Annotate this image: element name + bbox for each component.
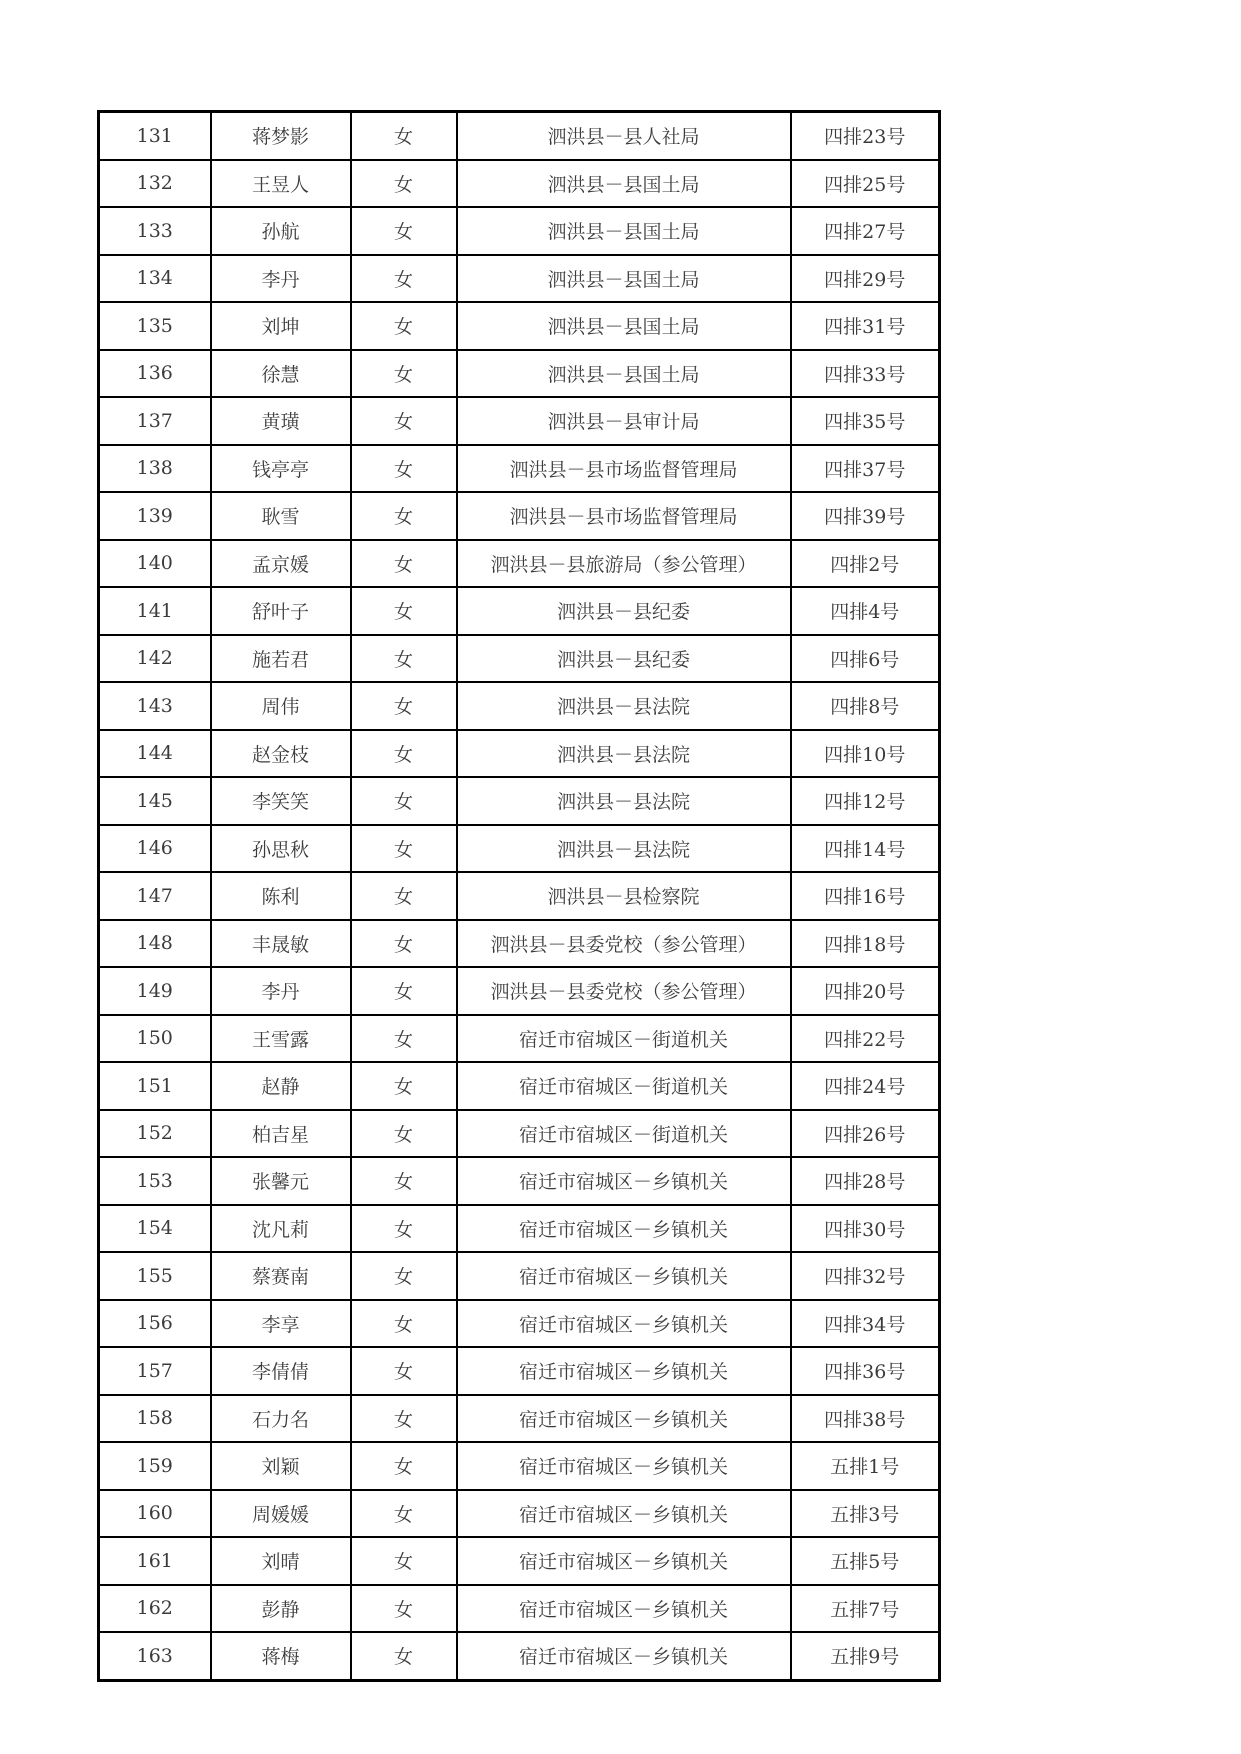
cell-seat: 四排8号 xyxy=(791,682,940,730)
cell-gender: 女 xyxy=(351,587,457,635)
cell-number: 151 xyxy=(99,1062,211,1110)
cell-name: 彭静 xyxy=(211,1585,351,1633)
cell-number: 162 xyxy=(99,1585,211,1633)
table-row xyxy=(99,635,940,683)
cell-seat: 四排34号 xyxy=(791,1300,940,1348)
cell-name: 赵金枝 xyxy=(211,730,351,778)
cell-organization: 泗洪县－县旅游局（参公管理） xyxy=(457,540,791,588)
table-row xyxy=(99,1442,940,1490)
cell-name: 徐慧 xyxy=(211,350,351,398)
cell-name: 耿雪 xyxy=(211,492,351,540)
cell-seat: 四排4号 xyxy=(791,587,940,635)
cell-number: 156 xyxy=(99,1300,211,1348)
cell-organization: 泗洪县－县市场监督管理局 xyxy=(457,445,791,493)
cell-name: 周伟 xyxy=(211,682,351,730)
cell-name: 蒋梅 xyxy=(211,1632,351,1680)
table-row xyxy=(99,730,940,778)
cell-gender: 女 xyxy=(351,1015,457,1063)
cell-gender: 女 xyxy=(351,1632,457,1680)
cell-name: 孙思秋 xyxy=(211,825,351,873)
cell-number: 137 xyxy=(99,397,211,445)
cell-number: 159 xyxy=(99,1442,211,1490)
cell-gender: 女 xyxy=(351,1395,457,1443)
seating-roster-table-body xyxy=(99,112,940,1681)
cell-seat: 四排22号 xyxy=(791,1015,940,1063)
table-row xyxy=(99,1157,940,1205)
cell-seat: 五排1号 xyxy=(791,1442,940,1490)
cell-gender: 女 xyxy=(351,492,457,540)
cell-seat: 四排36号 xyxy=(791,1347,940,1395)
cell-number: 131 xyxy=(99,112,211,160)
cell-name: 孙航 xyxy=(211,207,351,255)
table-row xyxy=(99,1395,940,1443)
cell-gender: 女 xyxy=(351,445,457,493)
table-row xyxy=(99,207,940,255)
cell-number: 136 xyxy=(99,350,211,398)
cell-organization: 宿迁市宿城区－乡镇机关 xyxy=(457,1442,791,1490)
table-row xyxy=(99,682,940,730)
cell-seat: 四排26号 xyxy=(791,1110,940,1158)
cell-gender: 女 xyxy=(351,967,457,1015)
table-row xyxy=(99,1537,940,1585)
cell-name: 刘坤 xyxy=(211,302,351,350)
cell-name: 刘晴 xyxy=(211,1537,351,1585)
cell-seat: 四排10号 xyxy=(791,730,940,778)
cell-organization: 泗洪县－县市场监督管理局 xyxy=(457,492,791,540)
cell-name: 赵静 xyxy=(211,1062,351,1110)
cell-seat: 四排24号 xyxy=(791,1062,940,1110)
table-row xyxy=(99,160,940,208)
cell-name: 钱亭亭 xyxy=(211,445,351,493)
cell-number: 144 xyxy=(99,730,211,778)
cell-seat: 四排29号 xyxy=(791,255,940,303)
cell-gender: 女 xyxy=(351,1062,457,1110)
cell-organization: 泗洪县－县国土局 xyxy=(457,350,791,398)
table-row xyxy=(99,1585,940,1633)
cell-number: 135 xyxy=(99,302,211,350)
cell-name: 舒叶子 xyxy=(211,587,351,635)
cell-name: 周媛媛 xyxy=(211,1490,351,1538)
cell-organization: 宿迁市宿城区－乡镇机关 xyxy=(457,1395,791,1443)
cell-organization: 宿迁市宿城区－乡镇机关 xyxy=(457,1490,791,1538)
table-row xyxy=(99,1062,940,1110)
cell-gender: 女 xyxy=(351,1157,457,1205)
cell-seat: 四排16号 xyxy=(791,872,940,920)
cell-number: 146 xyxy=(99,825,211,873)
cell-organization: 泗洪县－县人社局 xyxy=(457,112,791,160)
cell-gender: 女 xyxy=(351,255,457,303)
cell-organization: 泗洪县－县检察院 xyxy=(457,872,791,920)
cell-organization: 泗洪县－县国土局 xyxy=(457,160,791,208)
cell-seat: 四排12号 xyxy=(791,777,940,825)
cell-number: 163 xyxy=(99,1632,211,1680)
cell-gender: 女 xyxy=(351,1252,457,1300)
cell-name: 蒋梦影 xyxy=(211,112,351,160)
table-row xyxy=(99,445,940,493)
cell-number: 161 xyxy=(99,1537,211,1585)
cell-gender: 女 xyxy=(351,920,457,968)
cell-number: 138 xyxy=(99,445,211,493)
cell-gender: 女 xyxy=(351,825,457,873)
cell-number: 154 xyxy=(99,1205,211,1253)
cell-organization: 宿迁市宿城区－街道机关 xyxy=(457,1110,791,1158)
cell-gender: 女 xyxy=(351,112,457,160)
cell-number: 157 xyxy=(99,1347,211,1395)
cell-organization: 宿迁市宿城区－乡镇机关 xyxy=(457,1252,791,1300)
table-row xyxy=(99,920,940,968)
cell-name: 施若君 xyxy=(211,635,351,683)
cell-seat: 四排20号 xyxy=(791,967,940,1015)
cell-name: 李丹 xyxy=(211,255,351,303)
table-row xyxy=(99,777,940,825)
cell-name: 王昱人 xyxy=(211,160,351,208)
table-row xyxy=(99,302,940,350)
cell-seat: 四排2号 xyxy=(791,540,940,588)
cell-seat: 四排18号 xyxy=(791,920,940,968)
cell-seat: 五排7号 xyxy=(791,1585,940,1633)
cell-organization: 泗洪县－县纪委 xyxy=(457,587,791,635)
cell-seat: 四排31号 xyxy=(791,302,940,350)
cell-seat: 五排5号 xyxy=(791,1537,940,1585)
cell-gender: 女 xyxy=(351,1300,457,1348)
cell-organization: 泗洪县－县法院 xyxy=(457,825,791,873)
cell-seat: 四排38号 xyxy=(791,1395,940,1443)
cell-gender: 女 xyxy=(351,1537,457,1585)
cell-seat: 四排25号 xyxy=(791,160,940,208)
cell-organization: 泗洪县－县国土局 xyxy=(457,207,791,255)
cell-number: 132 xyxy=(99,160,211,208)
cell-organization: 宿迁市宿城区－乡镇机关 xyxy=(457,1585,791,1633)
cell-name: 石力名 xyxy=(211,1395,351,1443)
cell-organization: 宿迁市宿城区－乡镇机关 xyxy=(457,1537,791,1585)
table-row xyxy=(99,1632,940,1680)
cell-seat: 五排3号 xyxy=(791,1490,940,1538)
cell-seat: 四排32号 xyxy=(791,1252,940,1300)
cell-organization: 宿迁市宿城区－街道机关 xyxy=(457,1015,791,1063)
cell-name: 刘颖 xyxy=(211,1442,351,1490)
table-row xyxy=(99,1252,940,1300)
cell-gender: 女 xyxy=(351,1110,457,1158)
cell-seat: 四排35号 xyxy=(791,397,940,445)
cell-number: 140 xyxy=(99,540,211,588)
cell-number: 155 xyxy=(99,1252,211,1300)
cell-name: 李丹 xyxy=(211,967,351,1015)
cell-number: 158 xyxy=(99,1395,211,1443)
seating-roster-table xyxy=(97,110,941,1682)
cell-organization: 泗洪县－县国土局 xyxy=(457,302,791,350)
cell-number: 143 xyxy=(99,682,211,730)
cell-gender: 女 xyxy=(351,160,457,208)
table-row xyxy=(99,967,940,1015)
cell-number: 147 xyxy=(99,872,211,920)
cell-name: 陈利 xyxy=(211,872,351,920)
cell-name: 李笑笑 xyxy=(211,777,351,825)
cell-seat: 四排39号 xyxy=(791,492,940,540)
cell-gender: 女 xyxy=(351,682,457,730)
cell-organization: 泗洪县－县法院 xyxy=(457,777,791,825)
cell-seat: 四排28号 xyxy=(791,1157,940,1205)
table-row xyxy=(99,540,940,588)
table-row xyxy=(99,587,940,635)
cell-gender: 女 xyxy=(351,730,457,778)
cell-organization: 宿迁市宿城区－乡镇机关 xyxy=(457,1347,791,1395)
cell-gender: 女 xyxy=(351,1585,457,1633)
cell-number: 142 xyxy=(99,635,211,683)
cell-organization: 泗洪县－县审计局 xyxy=(457,397,791,445)
cell-organization: 泗洪县－县委党校（参公管理） xyxy=(457,967,791,1015)
table-row xyxy=(99,1015,940,1063)
cell-seat: 五排9号 xyxy=(791,1632,940,1680)
cell-organization: 泗洪县－县国土局 xyxy=(457,255,791,303)
cell-organization: 宿迁市宿城区－街道机关 xyxy=(457,1062,791,1110)
cell-seat: 四排6号 xyxy=(791,635,940,683)
cell-gender: 女 xyxy=(351,302,457,350)
cell-number: 150 xyxy=(99,1015,211,1063)
cell-gender: 女 xyxy=(351,207,457,255)
cell-number: 141 xyxy=(99,587,211,635)
cell-name: 沈凡莉 xyxy=(211,1205,351,1253)
cell-organization: 宿迁市宿城区－乡镇机关 xyxy=(457,1632,791,1680)
cell-gender: 女 xyxy=(351,397,457,445)
cell-organization: 宿迁市宿城区－乡镇机关 xyxy=(457,1157,791,1205)
cell-number: 148 xyxy=(99,920,211,968)
cell-gender: 女 xyxy=(351,350,457,398)
cell-name: 李享 xyxy=(211,1300,351,1348)
cell-seat: 四排37号 xyxy=(791,445,940,493)
cell-seat: 四排30号 xyxy=(791,1205,940,1253)
cell-organization: 宿迁市宿城区－乡镇机关 xyxy=(457,1300,791,1348)
cell-seat: 四排27号 xyxy=(791,207,940,255)
cell-seat: 四排33号 xyxy=(791,350,940,398)
table-row xyxy=(99,492,940,540)
table-row xyxy=(99,825,940,873)
cell-number: 149 xyxy=(99,967,211,1015)
cell-number: 152 xyxy=(99,1110,211,1158)
cell-seat: 四排23号 xyxy=(791,112,940,160)
table-row xyxy=(99,350,940,398)
cell-number: 133 xyxy=(99,207,211,255)
cell-number: 160 xyxy=(99,1490,211,1538)
table-row xyxy=(99,872,940,920)
cell-seat: 四排14号 xyxy=(791,825,940,873)
cell-organization: 泗洪县－县法院 xyxy=(457,730,791,778)
cell-organization: 泗洪县－县纪委 xyxy=(457,635,791,683)
cell-name: 黄璜 xyxy=(211,397,351,445)
table-row xyxy=(99,1110,940,1158)
cell-name: 张馨元 xyxy=(211,1157,351,1205)
cell-gender: 女 xyxy=(351,872,457,920)
cell-name: 丰晟敏 xyxy=(211,920,351,968)
cell-gender: 女 xyxy=(351,777,457,825)
cell-gender: 女 xyxy=(351,540,457,588)
cell-gender: 女 xyxy=(351,1347,457,1395)
table-row xyxy=(99,112,940,160)
cell-name: 柏吉星 xyxy=(211,1110,351,1158)
table-row xyxy=(99,1205,940,1253)
table-row xyxy=(99,255,940,303)
cell-organization: 宿迁市宿城区－乡镇机关 xyxy=(457,1205,791,1253)
cell-organization: 泗洪县－县委党校（参公管理） xyxy=(457,920,791,968)
cell-gender: 女 xyxy=(351,1205,457,1253)
cell-name: 孟京媛 xyxy=(211,540,351,588)
cell-number: 153 xyxy=(99,1157,211,1205)
cell-number: 139 xyxy=(99,492,211,540)
cell-number: 134 xyxy=(99,255,211,303)
cell-gender: 女 xyxy=(351,635,457,683)
cell-name: 蔡赛南 xyxy=(211,1252,351,1300)
cell-gender: 女 xyxy=(351,1442,457,1490)
table-row xyxy=(99,1347,940,1395)
cell-name: 李倩倩 xyxy=(211,1347,351,1395)
table-row xyxy=(99,397,940,445)
cell-name: 王雪露 xyxy=(211,1015,351,1063)
cell-organization: 泗洪县－县法院 xyxy=(457,682,791,730)
table-row xyxy=(99,1300,940,1348)
cell-gender: 女 xyxy=(351,1490,457,1538)
table-row xyxy=(99,1490,940,1538)
cell-number: 145 xyxy=(99,777,211,825)
